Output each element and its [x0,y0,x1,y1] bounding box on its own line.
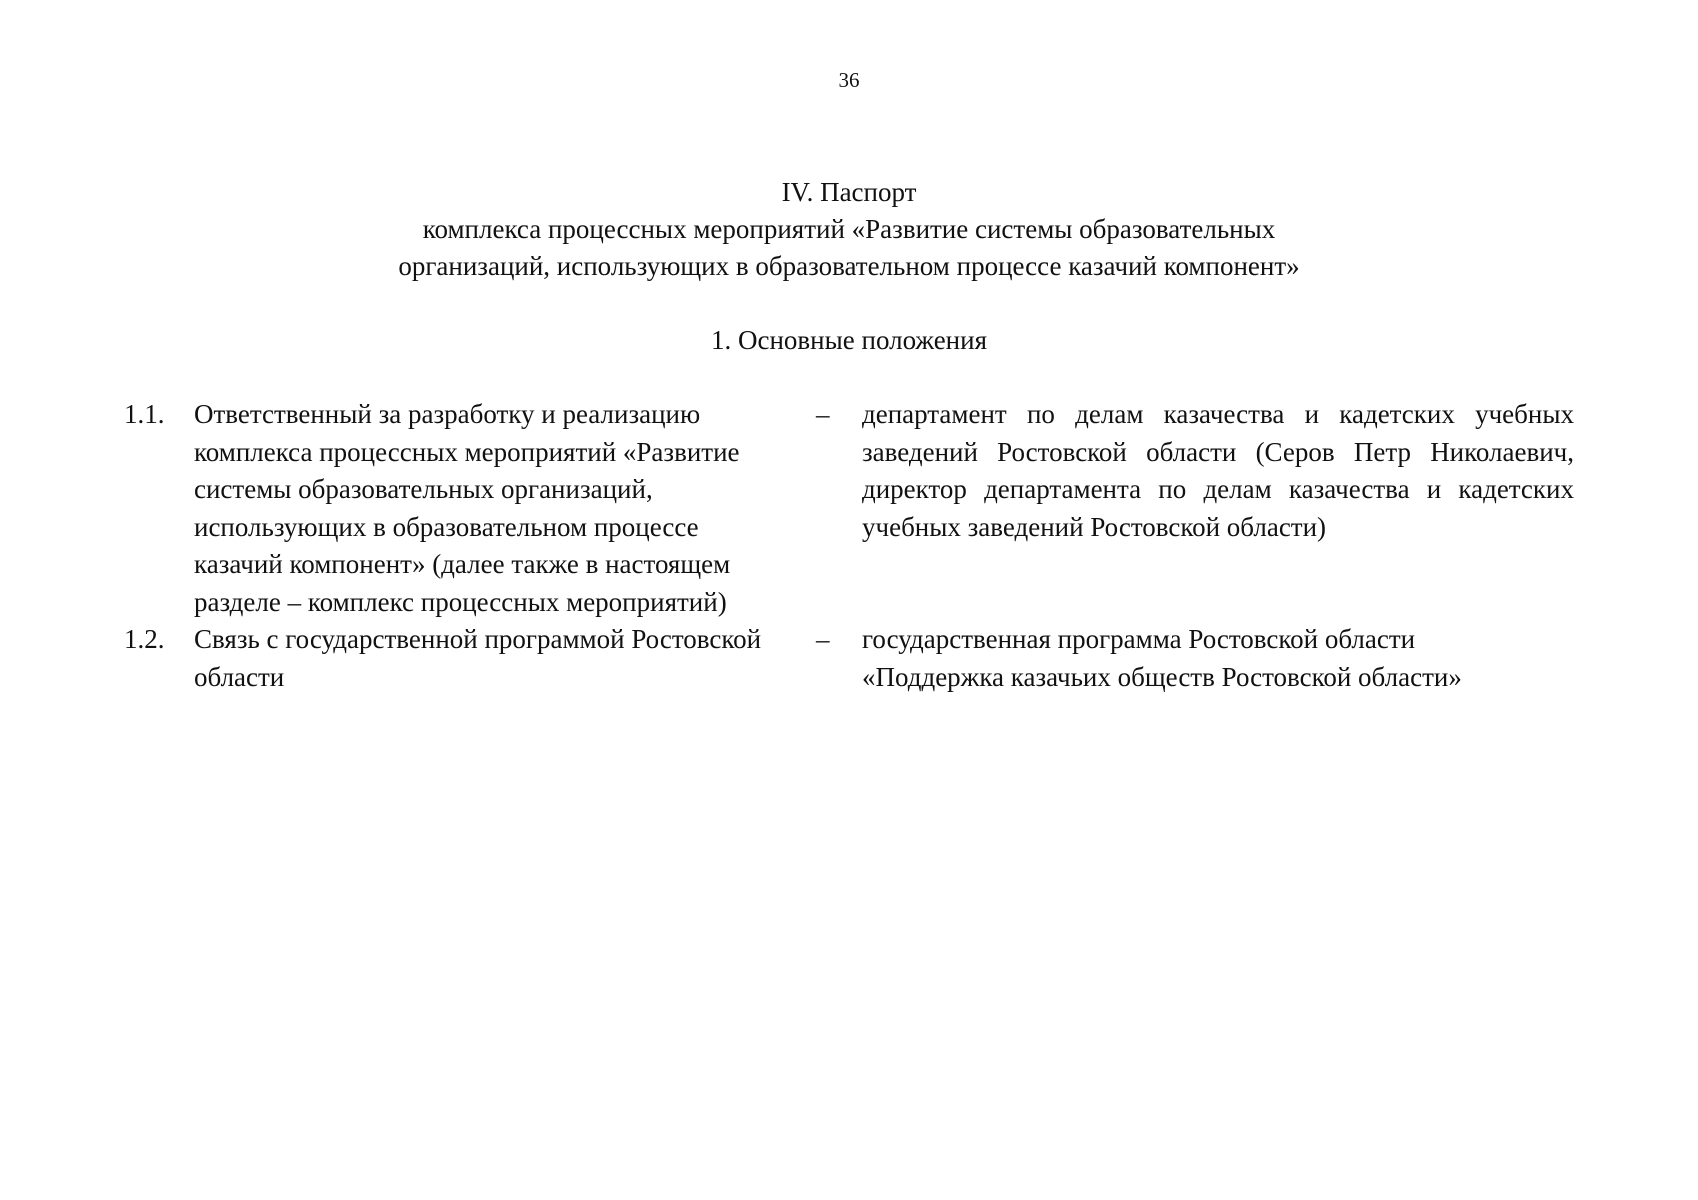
page-number: 36 [838,68,860,92]
item-label [194,396,806,621]
heading-line-2: комплекса процессных мероприятий «Развитие системы образовательных [422,214,1276,244]
heading-line-3: организаций, использующих в образовательном процессе казачий компонент» [398,251,1300,281]
item-value-line: «Поддержка казачьих обществ Ростовской области» [862,661,1462,692]
item-value [862,396,1574,546]
item-dash: – [816,624,830,654]
item-label-line: Связь с государственной программой Ростовской [194,624,762,654]
item-label-line: разделе – комплекс процессных мероприятий) [194,586,727,617]
item-value [862,621,1574,696]
item-label-line: области [194,661,285,692]
item-label-line: использующих в образовательном процессе [194,511,699,542]
section-title: 1. Основные положения [711,325,987,355]
item-value-line: департамент по делам казачества и кадетских учебных [862,399,1574,429]
item-label-line: казачий компонент» (далее также в настоящем [194,549,731,579]
item-label-line: системы образовательных организаций, [194,474,653,504]
item-value-line: государственная программа Ростовской области [862,624,1416,654]
item-number: 1.1. [124,399,165,429]
document-heading [0,174,1698,285]
item-label [194,621,806,696]
item-number: 1.2. [124,624,165,654]
item-value-line: заведений Ростовской области (Серов Петр Николаевич, [862,436,1574,467]
item-label-line: Ответственный за разработку и реализацию [194,399,701,429]
item-value-line: директор департамента по делам казачества и кадетских [862,474,1574,504]
item-label-line: комплекса процессных мероприятий «Развитие [194,436,740,467]
provisions-list [0,396,1698,696]
item-value-line: учебных заведений Ростовской области) [862,511,1327,542]
item-dash: – [816,399,830,429]
list-item [0,621,1698,696]
list-item [0,396,1698,621]
heading-line-1: IV. Паспорт [781,177,917,207]
